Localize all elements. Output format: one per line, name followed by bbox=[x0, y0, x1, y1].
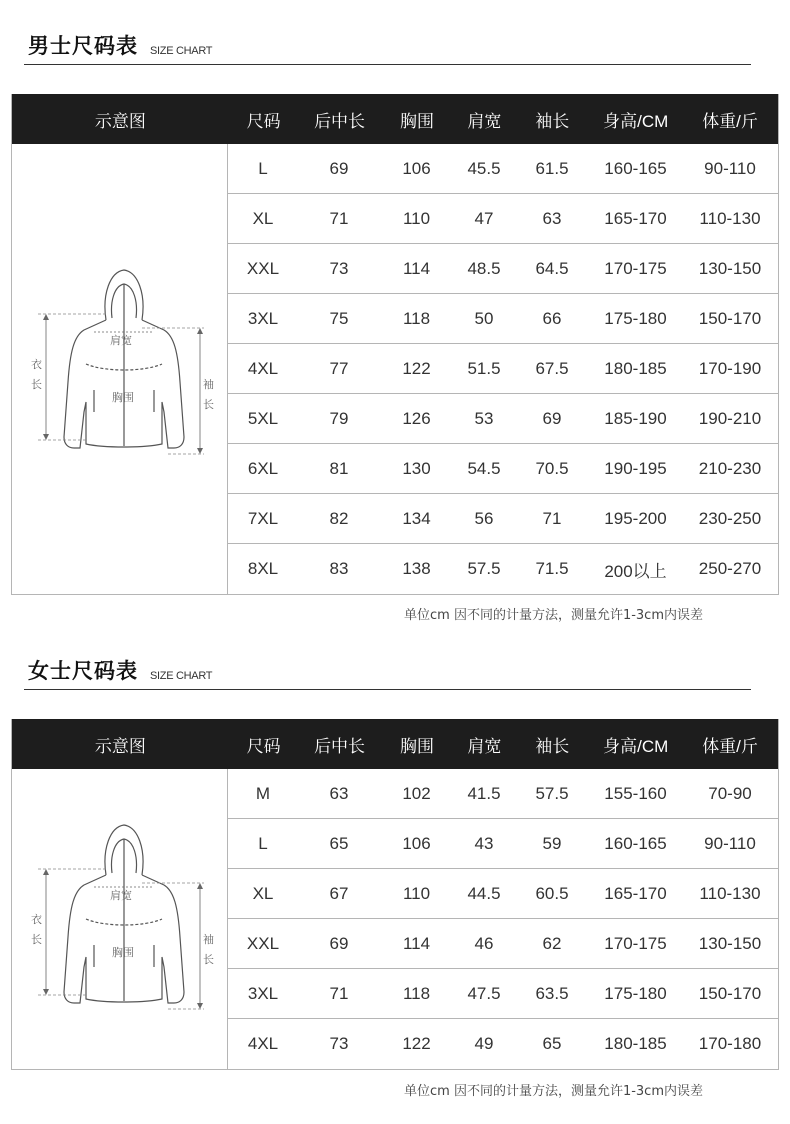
cell-sleeve: 71.5 bbox=[535, 559, 569, 578]
table-row bbox=[228, 969, 778, 1019]
cell-shoulder: 47 bbox=[474, 208, 494, 228]
header-diagram: 示意图 bbox=[94, 111, 146, 132]
cell-sleeve: 63 bbox=[542, 208, 562, 228]
cell-shoulder: 41.5 bbox=[467, 783, 501, 803]
cell-chest: 138 bbox=[402, 559, 431, 578]
cell-weight: 130-150 bbox=[698, 933, 762, 953]
cell-weight: 230-250 bbox=[698, 508, 762, 528]
header-weight: 体重/斤 bbox=[702, 736, 758, 756]
cell-chest: 122 bbox=[402, 358, 431, 378]
diagram-label-sleeve-2: 长 bbox=[203, 953, 214, 966]
men-table-header bbox=[12, 94, 778, 144]
diagram-label-length-1: 衣 bbox=[31, 913, 42, 926]
cell-height: 175-180 bbox=[604, 983, 667, 1003]
table-row bbox=[228, 394, 778, 444]
women-table-rows bbox=[228, 769, 778, 1069]
cell-chest: 118 bbox=[402, 308, 431, 328]
men-title: 男士尺码表 bbox=[28, 34, 138, 58]
cell-chest: 118 bbox=[402, 983, 431, 1003]
cell-chest: 114 bbox=[402, 933, 431, 953]
cell-back-length: 71 bbox=[329, 983, 349, 1003]
cell-weight: 110-130 bbox=[699, 208, 761, 228]
cell-size: 4XL bbox=[247, 1034, 279, 1053]
header-sleeve: 袖长 bbox=[535, 111, 570, 131]
cell-sleeve: 67.5 bbox=[535, 358, 569, 378]
cell-chest: 134 bbox=[402, 508, 431, 528]
men-section-title bbox=[28, 30, 212, 60]
cell-chest: 110 bbox=[402, 883, 431, 903]
diagram-label-sleeve-2: 长 bbox=[203, 398, 214, 411]
cell-height: 165-170 bbox=[604, 208, 667, 228]
cell-weight: 170-190 bbox=[698, 358, 762, 378]
cell-height: 200以上 bbox=[604, 561, 667, 581]
cell-weight: 130-150 bbox=[698, 258, 762, 278]
cell-size: L bbox=[258, 833, 268, 853]
cell-back-length: 82 bbox=[329, 508, 349, 528]
cell-size: 6XL bbox=[247, 458, 279, 478]
cell-weight: 190-210 bbox=[698, 408, 762, 428]
cell-size: XL bbox=[252, 883, 274, 903]
cell-chest: 102 bbox=[402, 783, 431, 803]
cell-weight: 150-170 bbox=[698, 983, 762, 1003]
cell-back-length: 63 bbox=[329, 783, 349, 803]
diagram-label-length-2: 长 bbox=[31, 933, 42, 946]
cell-sleeve: 65 bbox=[542, 1034, 562, 1053]
cell-sleeve: 60.5 bbox=[535, 883, 569, 903]
cell-chest: 122 bbox=[402, 1034, 431, 1053]
men-title-rule bbox=[24, 64, 751, 65]
cell-shoulder: 49 bbox=[474, 1034, 494, 1053]
header-back-length: 后中长 bbox=[314, 736, 366, 756]
diagram-label-shoulder: 肩宽 bbox=[110, 889, 132, 902]
cell-sleeve: 69 bbox=[542, 408, 562, 428]
cell-height: 180-185 bbox=[604, 358, 667, 378]
jacket-diagram bbox=[24, 817, 214, 1037]
table-row bbox=[228, 919, 778, 969]
cell-size: XXL bbox=[246, 933, 280, 953]
table-row bbox=[228, 819, 778, 869]
cell-weight: 150-170 bbox=[698, 308, 762, 328]
cell-size: 8XL bbox=[247, 559, 279, 578]
diagram-label-chest: 胸围 bbox=[112, 391, 134, 404]
cell-size: M bbox=[255, 783, 271, 803]
table-row bbox=[228, 544, 778, 594]
table-row bbox=[228, 344, 778, 394]
cell-height: 190-195 bbox=[604, 458, 667, 478]
cell-weight: 170-180 bbox=[698, 1034, 762, 1053]
header-height: 身高/CM bbox=[603, 736, 669, 756]
header-size: 尺码 bbox=[246, 736, 281, 756]
header-shoulder: 肩宽 bbox=[467, 736, 502, 756]
table-row bbox=[228, 494, 778, 544]
men-size-table bbox=[11, 94, 779, 595]
cell-back-length: 71 bbox=[329, 208, 349, 228]
cell-height: 180-185 bbox=[604, 1034, 667, 1053]
cell-size: 5XL bbox=[247, 408, 279, 428]
cell-height: 160-165 bbox=[604, 833, 667, 853]
cell-back-length: 73 bbox=[329, 1034, 349, 1053]
header-sleeve: 袖长 bbox=[535, 736, 570, 756]
cell-shoulder: 46 bbox=[474, 933, 494, 953]
cell-size: XXL bbox=[246, 258, 280, 278]
women-measurement-note: 单位cm 因不同的计量方法，测量允许1-3cm内误差 bbox=[404, 1084, 703, 1099]
cell-back-length: 81 bbox=[329, 458, 349, 478]
cell-back-length: 69 bbox=[329, 933, 349, 953]
header-height: 身高/CM bbox=[603, 111, 669, 131]
cell-size: L bbox=[258, 158, 268, 178]
table-row bbox=[228, 244, 778, 294]
cell-chest: 126 bbox=[402, 408, 431, 428]
diagram-label-length-2: 长 bbox=[31, 378, 42, 391]
cell-chest: 106 bbox=[402, 833, 431, 853]
cell-shoulder: 50 bbox=[474, 308, 494, 328]
cell-height: 175-180 bbox=[604, 308, 667, 328]
women-subtitle: SIZE CHART bbox=[150, 670, 213, 682]
diagram-label-sleeve-1: 袖 bbox=[203, 933, 214, 946]
cell-sleeve: 70.5 bbox=[535, 458, 569, 478]
cell-shoulder: 57.5 bbox=[467, 559, 501, 578]
cell-height: 170-175 bbox=[604, 258, 667, 278]
cell-size: 3XL bbox=[247, 983, 279, 1003]
cell-weight: 90-110 bbox=[704, 833, 756, 853]
table-row bbox=[228, 1019, 778, 1069]
men-measurement-note: 单位cm 因不同的计量方法，测量允许1-3cm内误差 bbox=[404, 608, 703, 623]
cell-back-length: 83 bbox=[329, 559, 349, 578]
cell-shoulder: 47.5 bbox=[467, 983, 501, 1003]
cell-size: 4XL bbox=[247, 358, 279, 378]
cell-weight: 70-90 bbox=[708, 783, 752, 803]
cell-back-length: 73 bbox=[329, 258, 349, 278]
cell-sleeve: 59 bbox=[542, 833, 562, 853]
men-subtitle: SIZE CHART bbox=[150, 45, 213, 57]
cell-weight: 90-110 bbox=[704, 158, 756, 178]
women-diagram-cell bbox=[12, 769, 228, 1069]
table-row bbox=[228, 144, 778, 194]
cell-size: 3XL bbox=[247, 308, 279, 328]
men-table-rows bbox=[228, 144, 778, 594]
cell-back-length: 77 bbox=[329, 358, 349, 378]
cell-chest: 110 bbox=[402, 208, 431, 228]
cell-back-length: 79 bbox=[329, 408, 349, 428]
cell-sleeve: 64.5 bbox=[535, 258, 569, 278]
cell-sleeve: 62 bbox=[542, 933, 562, 953]
cell-sleeve: 66 bbox=[542, 308, 562, 328]
header-shoulder: 肩宽 bbox=[467, 111, 502, 131]
women-table-header bbox=[12, 719, 778, 769]
header-weight: 体重/斤 bbox=[702, 111, 758, 131]
men-diagram-cell bbox=[12, 144, 228, 594]
cell-back-length: 67 bbox=[329, 883, 349, 903]
table-row bbox=[228, 769, 778, 819]
cell-back-length: 65 bbox=[329, 833, 349, 853]
diagram-label-length-1: 衣 bbox=[31, 358, 42, 371]
cell-back-length: 69 bbox=[329, 158, 349, 178]
table-row bbox=[228, 194, 778, 244]
cell-shoulder: 44.5 bbox=[467, 883, 501, 903]
cell-sleeve: 63.5 bbox=[535, 983, 569, 1003]
cell-size: XL bbox=[252, 208, 274, 228]
cell-shoulder: 51.5 bbox=[467, 358, 501, 378]
cell-sleeve: 71 bbox=[542, 508, 562, 528]
header-chest: 胸围 bbox=[399, 111, 434, 131]
women-title-rule bbox=[24, 689, 751, 690]
cell-shoulder: 48.5 bbox=[467, 258, 501, 278]
cell-height: 185-190 bbox=[604, 408, 667, 428]
header-chest: 胸围 bbox=[399, 736, 434, 756]
cell-chest: 114 bbox=[402, 258, 431, 278]
cell-shoulder: 53 bbox=[474, 408, 494, 428]
table-row bbox=[228, 294, 778, 344]
table-row bbox=[228, 869, 778, 919]
diagram-label-sleeve-1: 袖 bbox=[203, 378, 214, 391]
cell-back-length: 75 bbox=[329, 308, 349, 328]
cell-sleeve: 61.5 bbox=[535, 158, 569, 178]
cell-shoulder: 43 bbox=[474, 833, 494, 853]
header-diagram: 示意图 bbox=[94, 736, 146, 757]
cell-height: 195-200 bbox=[604, 508, 667, 528]
jacket-diagram bbox=[24, 262, 214, 482]
women-section-title bbox=[28, 655, 212, 685]
diagram-label-shoulder: 肩宽 bbox=[110, 334, 132, 347]
cell-height: 165-170 bbox=[604, 883, 667, 903]
header-back-length: 后中长 bbox=[314, 111, 366, 131]
table-row bbox=[228, 444, 778, 494]
cell-weight: 210-230 bbox=[698, 458, 762, 478]
cell-weight: 110-130 bbox=[699, 883, 761, 903]
diagram-label-chest: 胸围 bbox=[112, 946, 134, 959]
cell-shoulder: 56 bbox=[474, 508, 494, 528]
cell-height: 160-165 bbox=[604, 158, 667, 178]
cell-chest: 130 bbox=[402, 458, 431, 478]
cell-size: 7XL bbox=[247, 508, 279, 528]
cell-sleeve: 57.5 bbox=[535, 783, 569, 803]
cell-shoulder: 45.5 bbox=[467, 158, 501, 178]
cell-chest: 106 bbox=[402, 158, 431, 178]
women-title: 女士尺码表 bbox=[28, 659, 138, 683]
women-size-table bbox=[11, 719, 779, 1070]
cell-height: 155-160 bbox=[604, 783, 667, 803]
cell-height: 170-175 bbox=[604, 933, 667, 953]
cell-weight: 250-270 bbox=[698, 559, 762, 578]
header-size: 尺码 bbox=[246, 111, 281, 131]
cell-shoulder: 54.5 bbox=[467, 458, 501, 478]
